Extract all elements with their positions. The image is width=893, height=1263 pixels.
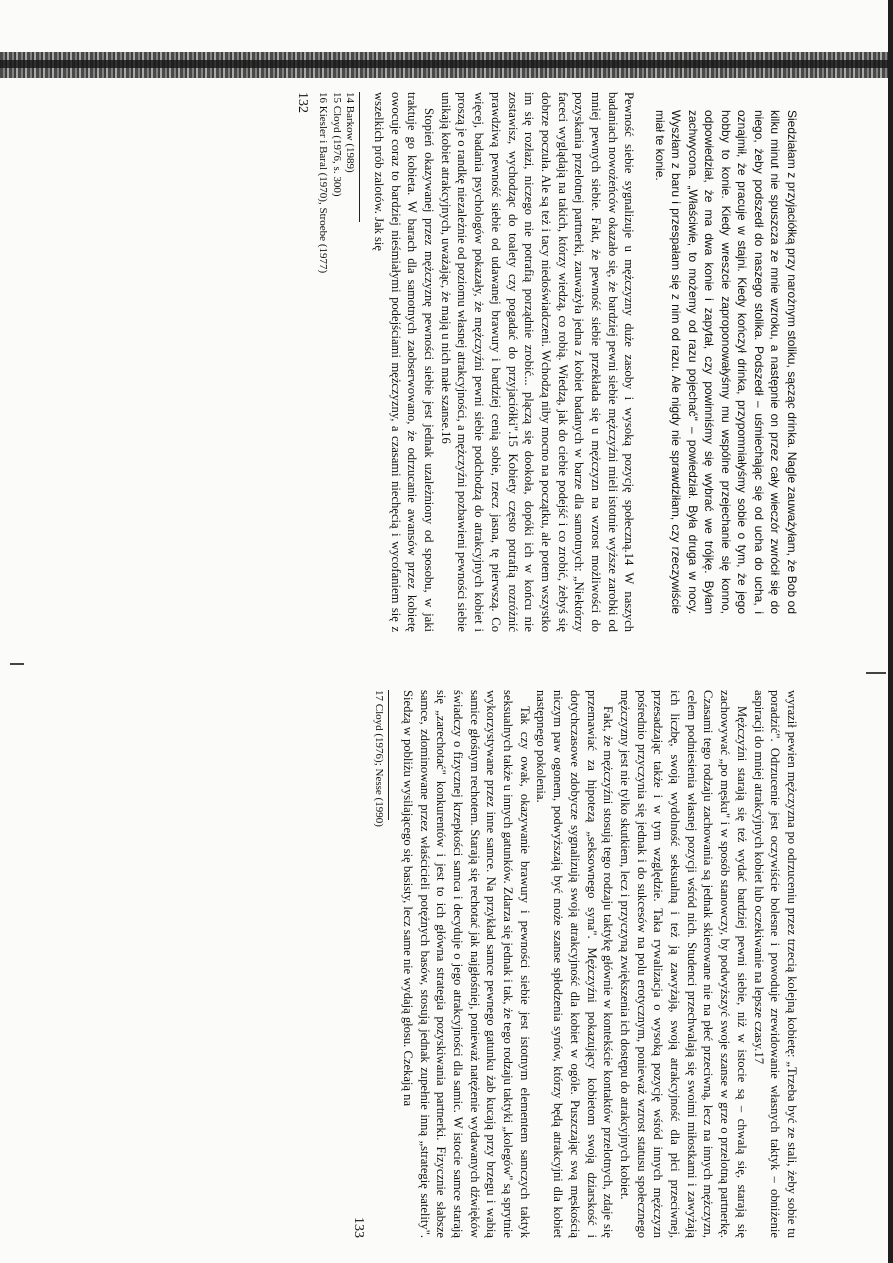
right-page-body	[399, 690, 800, 1238]
paragraph: Fakt, że mężczyźni stosują tego rodzaju taktykę głównie w kontekście kontaktów przelotnych, zdaje się przemawiać za hipotezą „seksownego syna". Mężczyźni pokazujący kobietom swoją dziarskość i dotychczasowe zdobycze sygnalizują swoją atrakcyjność dla kobiet w ogóle. Puszczając swą męskością niczym paw ogonem, podwyższają być może szanse spłodzenia synów, którzy będą atrakcyjni dla kobiet następnego pokolenia.	[534, 690, 616, 1238]
scan-mark	[10, 663, 24, 665]
page-number: 133	[350, 1217, 366, 1238]
paragraph: wyraził pewien mężczyzna po odrzuceniu przez trzecią kolejną kobietę: „Trzeba być ze stali, żeby sobie tu poradzić". Odrzucenie jest oczywiście bolesne i powoduje zrewidowanie własnych taktyk – obniżenie aspiracji do mniej atrakcyjnych kobiet lub oczekiwanie na lepsze czasy.17	[751, 690, 799, 1238]
paragraph: Tak czy owak, okazywanie brawury i pewności siebie jest istotnym elementem samczych taktyk seksualnych także u innych gatunków. Zdarza się jednak i tak, że tego rodzaju taktyki „kolegów" są sprytnie wykorzystywane przez inne samce. Na przykład samce pewnego gatunku żab kucają przy brzegu i wabią samice głośnym rechotem. Starają się rechotać jak najgłośniej, ponieważ natężenie wydawanych dźwięków świadczy o fizycznej krzepkości samca i decyduje o jego atrakcyjności dla samic. W istocie samce starają się „zarechotać" konkurentów i jest to ich główna strategia pozyskiwania partnerki. Fizycznie słabsze samce, zdominowane przez właścicieli potężnych basów, stosują jednak zupełnie inną „strategię satelity". Siedzą w pobliżu wysilającego się basisty, lecz same nie wydają głosu. Czekają na	[400, 690, 532, 1238]
block-quote: Siedziałam z przyjaciółką przy narożnym stoliku, sącząc drinka. Nagle zauważyłam, że Bob od kilku minut nie spuszcza ze mnie wzroku, a następnie on przez cały wieczór zwrócił się do niego, żeby podszedł do naszego stolika. Podszedł – uśmiechając się od ucha do ucha, i oznajmił, że pracuje w stajni. Kiedy kończył drinka, przypomniałyśmy sobie o tym, że jego hobby to konie. Kiedy wreszcie zaproponowałyśmy mu wspólne przejechanie się konno, odpowiedział, że ma dwa konie i zapytał, czy powinniśmy się wybrać we trójkę. Byłam zachwycona. „Właściwie, to możemy od razu pojechać" – powiedział. Była druga w nocy. Wyszłam z baru i przespałam się z nim od razu. Ale nigdy nie sprawdziłam, czy rzeczywiście miał te konie.	[653, 110, 799, 614]
footnote: 14 Barkow (1989)	[344, 92, 357, 173]
scan-mark	[866, 672, 886, 674]
footnote-rule	[359, 92, 360, 222]
right-page	[110, 690, 800, 1238]
left-page-body	[370, 92, 637, 632]
page-edge-shadow	[888, 0, 893, 1263]
footnotes	[372, 690, 390, 1238]
left-page	[120, 92, 800, 632]
paragraph: Pewność siebie sygnalizuje u mężczyzny duże zasoby i wysoką pozycję społeczną.14 W naszych badaniach nowożeńców okazało się, że bardziej pewni siebie mężczyźni mieli istotnie wyższe zarobki od mniej pewnych siebie. Fakt, że pewność siebie przekłada się u mężczyzn na wzrost możliwości do pozyskania przelotnej partnerki, zauważyła jedna z kobiet badanych w barze dla samotnych: „Niektórzy faceci wyglądają na takich, którzy wiedzą, co robią. Wiedzą, jak do ciebie podejść i co zrobić, żebyś się dobrze poczuła. Ale są też i tacy niedoświadczeni. Wchodzą niby mocno na początku, ale potem wszystko im się rozłazi, niczego nie potrafią porządnie zrobić... plączą się dookoła, dopóki ich w końcu nie zostawisz, wychodząc do toalety czy pogadać do przyjaciółki".15 Kobiety często potrafią rozróżnić prawdziwą pewność siebie od udawanej brawury i bardziej cenią sobie, rzecz jasna, tę pierwszą. Co więcej, badania psychologów pokazały, że mężczyźni pewni siebie podchodzą do atrakcyjnych kobiet i proszą je o randkę niezależnie od poziomu własnej atrakcyjności, a mężczyźni pozbawieni pewności siebie unikają kobiet atrakcyjnych, uważając, że mają u nich małe szanse.16	[438, 92, 637, 632]
page-number: 132	[294, 92, 310, 113]
binding-shadow-core	[0, 60, 893, 68]
paragraph: Mężczyźni starają się też wydać bardziej pewni siebie, niż w istocie są – chwalą się, starają się zachowywać „po męsku" i w sposób stanowczy, by podwyższyć swoje szanse w grze o przelotną partnerkę. Czasami tego rodzaju zachowania są jednak skierowane nie na płeć przeciwną, lecz na innych mężczyzn, celem podniesienia własnej pozycji wśród nich. Studenci przechwalają się swoimi miłostkami i zawyżają ich liczbę, swoją wydolność seksualną i też ją zawyżają, swoją atrakcyjność dla płci przeciwnej, przesadzając także i w tym względzie. Taka rywalizacja o wysoką pozycję wśród innych mężczyzn pośrednio przyczynia się jednak i do sukcesów na polu erotycznym, ponieważ wzrost statusu społecznego mężczyzny jest nie tylko skutkiem, lecz i przyczyną zwiększenia ich dostępu do atrakcyjnych kobiet.	[617, 690, 749, 1238]
footnotes	[316, 92, 361, 632]
footnote: 16 Kiesler i Baral (1970), Stroebe (1977)	[317, 92, 330, 274]
footnote-rule	[388, 690, 389, 820]
footnote: 15 Cloyd (1976, s. 300)	[330, 92, 343, 197]
paragraph: Stopień okazywanej przez mężczyznę pewności siebie jest jednak uzależniony od sposobu, w jaki traktuje go kobieta. W barach dla samotnych zaobserwowano, że odrzucanie awansów przez kobietę owocuje coraz to bardziej nieśmiałymi podejściami mężczyzny, a czasami niechęcią i wycofaniem się z wszelkich prób zalotów. Jak się	[371, 92, 437, 632]
footnote: 17 Cloyd (1976); Nesse (1990)	[373, 690, 386, 827]
